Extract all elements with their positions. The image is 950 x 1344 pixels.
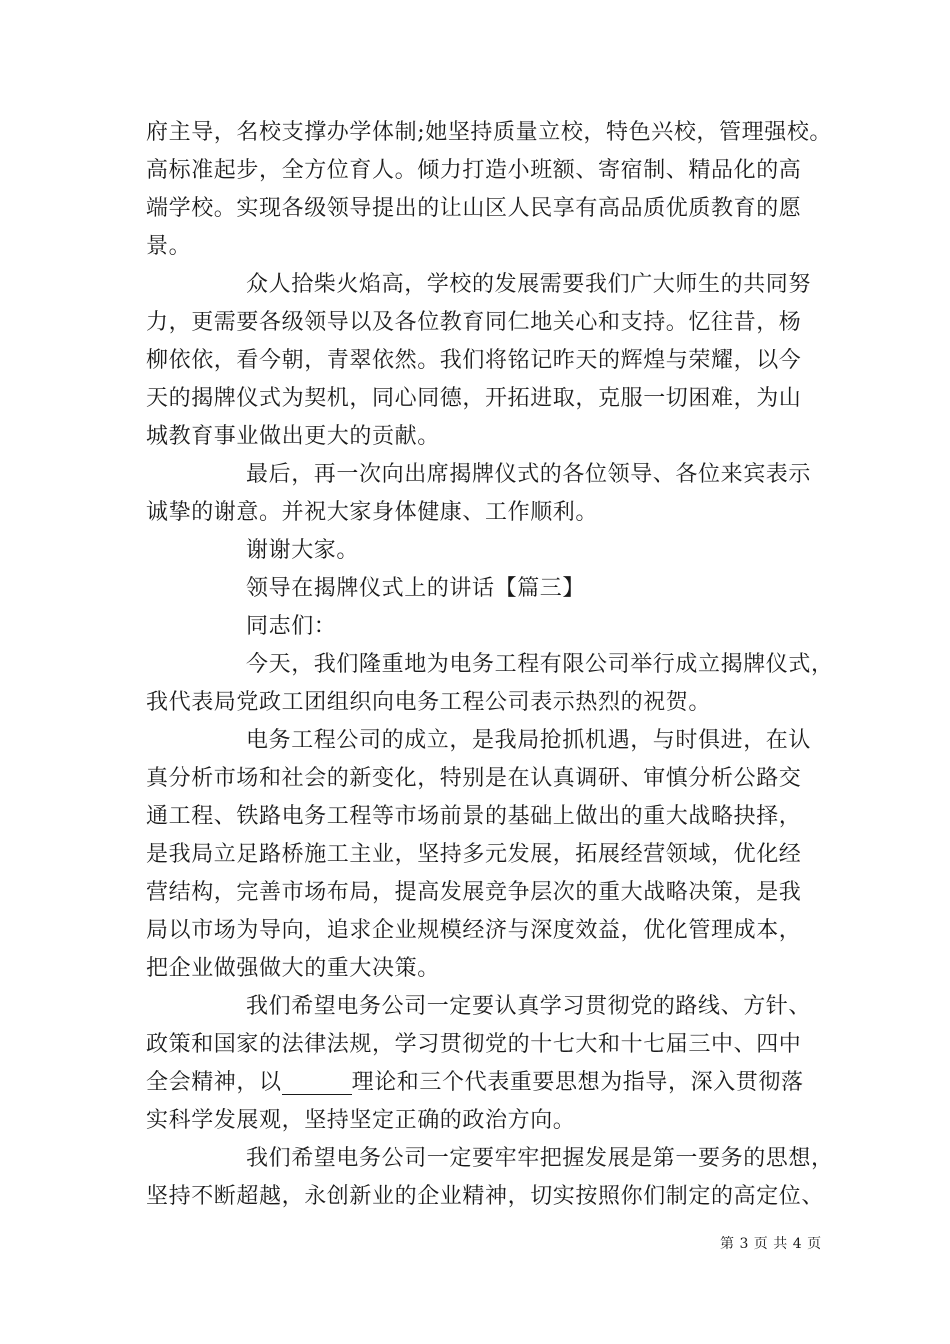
- text-line: 我们希望电务公司一定要牢牢把握发展是第一要务的思想，: [246, 1146, 834, 1171]
- text-fragment: 理论和三个代表重要思想为指导，深入贯彻落: [351, 1070, 804, 1095]
- text-line: 我代表局党政工团组织向电务工程公司表示热烈的祝贺。: [146, 690, 712, 715]
- text-fragment: 全会精神，以: [146, 1070, 282, 1095]
- paragraph: [146, 988, 836, 1140]
- paragraph: [146, 646, 836, 722]
- paragraph: [146, 456, 836, 532]
- page-number-footer: 第 3 页 共 4 页: [720, 1236, 822, 1252]
- text-line: 电务工程公司的成立，是我局抢抓机遇，与时俱进，在认: [246, 728, 812, 753]
- text-line: 最后，再一次向出席揭牌仪式的各位领导、各位来宾表示: [246, 462, 812, 487]
- paragraph: [146, 114, 836, 266]
- paragraph: [146, 1140, 836, 1216]
- text-line: 城教育事业做出更大的贡献。: [146, 424, 440, 449]
- text-line: 今天，我们隆重地为电务工程有限公司举行成立揭牌仪式，: [246, 652, 834, 677]
- paragraph: [146, 722, 836, 988]
- text-line: 是我局立足路桥施工主业，坚持多元发展，拓展经营领域，优化经: [146, 842, 802, 867]
- text-line: 我们希望电务公司一定要认真学习贯彻党的路线、方针、: [246, 994, 812, 1019]
- text-line: 柳依依，看今朝，青翠依然。我们将铭记昨天的辉煌与荣耀，以今: [146, 348, 802, 373]
- text-line: 力，更需要各级领导以及各位教育同仁地关心和支持。忆往昔，杨: [146, 310, 802, 335]
- text-line: 政策和国家的法律法规，学习贯彻党的十七大和十七届三中、四中: [146, 1032, 802, 1057]
- text-line: 坚持不断超越，永创新业的企业精神，切实按照你们制定的高定位、: [146, 1184, 825, 1209]
- text-line: 实科学发展观，坚持坚定正确的政治方向。: [146, 1108, 576, 1133]
- paragraph: [146, 608, 836, 646]
- closing-line: 谢谢大家。: [246, 538, 360, 563]
- salutation: 同志们：: [246, 614, 337, 639]
- text-line: 真分析市场和社会的新变化，特别是在认真调研、审慎分析公路交: [146, 766, 802, 791]
- paragraph: [146, 266, 836, 456]
- text-line: [146, 1064, 836, 1102]
- text-line: 端学校。实现各级领导提出的让山区人民享有高品质优质教育的愿: [146, 196, 802, 221]
- text-line: 众人拾柴火焰高，学校的发展需要我们广大师生的共同努: [246, 272, 812, 297]
- text-line: 诚挚的谢意。并祝大家身体健康、工作顺利。: [146, 500, 599, 525]
- blank-underline: [282, 1070, 352, 1095]
- text-line: 通工程、铁路电务工程等市场前景的基础上做出的重大战略抉择，: [146, 804, 802, 829]
- text-line: 局以市场为导向，追求企业规模经济与深度效益，优化管理成本，: [146, 918, 802, 943]
- paragraph: [146, 570, 836, 608]
- document-body: [146, 114, 836, 1216]
- text-line: 营结构，完善市场布局，提高发展竞争层次的重大战略决策，是我: [146, 880, 802, 905]
- text-line: 府主导，名校支撑办学体制;她坚持质量立校，特色兴校，管理强校。: [146, 120, 833, 145]
- text-line: 把企业做强做大的重大决策。: [146, 956, 440, 981]
- section-heading: 领导在揭牌仪式上的讲话【篇三】: [246, 576, 586, 601]
- paragraph: [146, 532, 836, 570]
- text-line: 天的揭牌仪式为契机，同心同德，开拓进取，克服一切困难，为山: [146, 386, 802, 411]
- text-line: 景。: [146, 234, 192, 259]
- text-line: 高标准起步，全方位育人。倾力打造小班额、寄宿制、精品化的高: [146, 158, 802, 183]
